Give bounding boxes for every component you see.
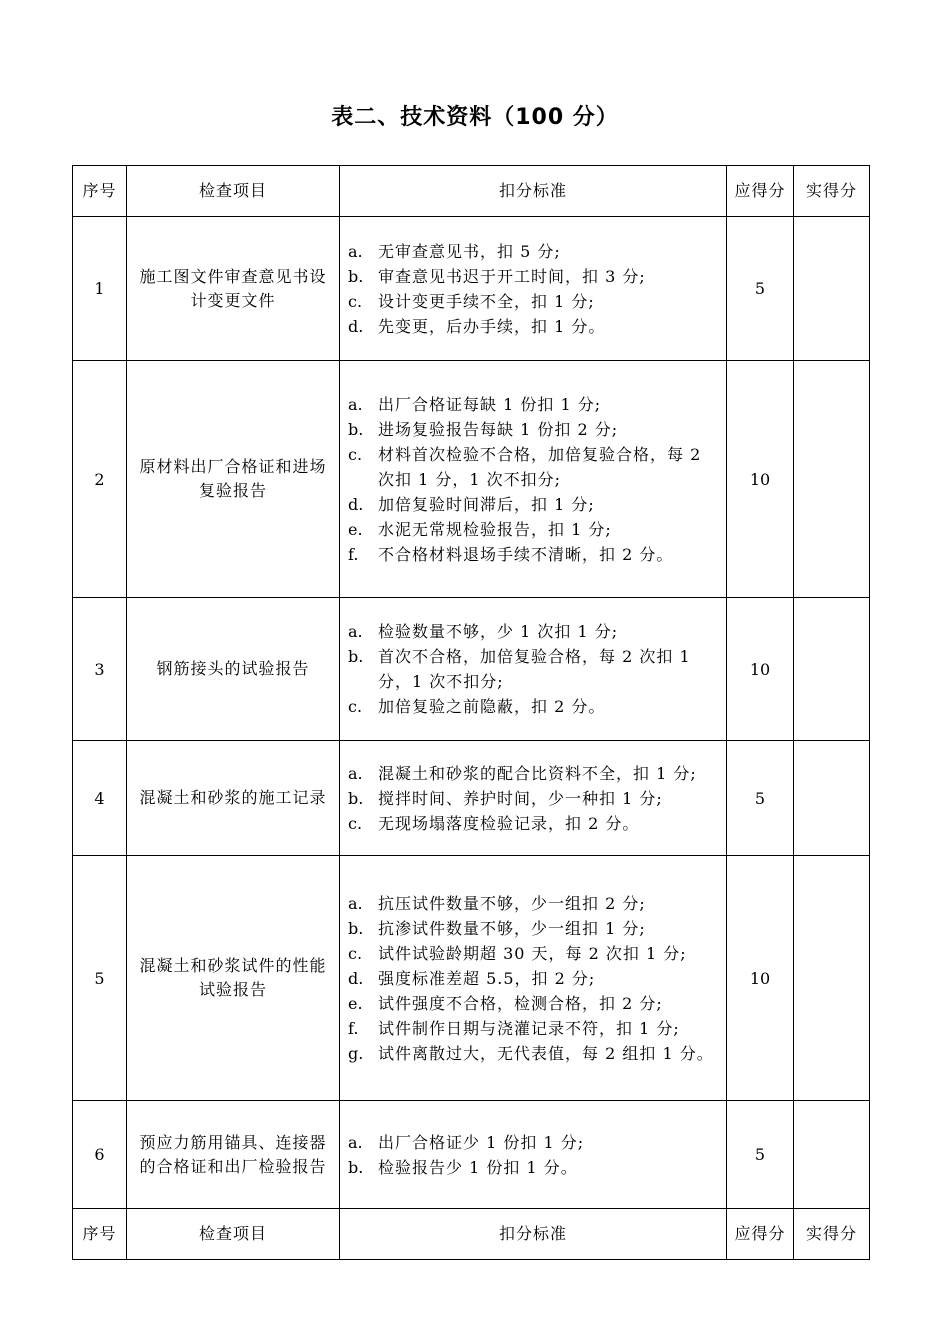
- deduction-criteria: [340, 741, 727, 856]
- header-score: 应得分: [727, 166, 794, 217]
- criteria-line: [348, 761, 718, 786]
- criteria-text: 试件强度不合格，检测合格，扣 2 分;: [378, 993, 663, 1013]
- score-value: 5: [727, 741, 794, 856]
- criteria-text: 设计变更手续不全，扣 1 分;: [378, 291, 595, 311]
- criteria-label: c.: [348, 943, 363, 963]
- criteria-label: b.: [348, 419, 364, 439]
- criteria-line: [348, 941, 718, 966]
- row-number: 1: [73, 217, 127, 361]
- row-number: 4: [73, 741, 127, 856]
- header-no: 序号: [73, 166, 127, 217]
- criteria-line: [348, 694, 718, 719]
- criteria-line: [348, 1130, 718, 1155]
- score-value: 5: [727, 1101, 794, 1209]
- criteria-line: [348, 239, 718, 264]
- table-row: [73, 598, 870, 741]
- actual-score-field[interactable]: [794, 598, 870, 741]
- footer-criteria: 扣分标准: [340, 1209, 727, 1260]
- criteria-label: a.: [348, 763, 363, 783]
- criteria-text: 检验报告少 1 份扣 1 分。: [378, 1157, 578, 1177]
- criteria-text: 加倍复验时间滞后，扣 1 分;: [378, 494, 595, 514]
- criteria-label: c.: [348, 813, 363, 833]
- criteria-line: [348, 542, 718, 567]
- criteria-label: d.: [348, 316, 364, 336]
- criteria-text: 不合格材料退场手续不清晰，扣 2 分。: [378, 544, 674, 564]
- deduction-criteria: [340, 361, 727, 598]
- table-row: [73, 856, 870, 1101]
- criteria-line: [348, 1041, 718, 1066]
- footer-item: 检查项目: [127, 1209, 340, 1260]
- criteria-text: 强度标准差超 5.5，扣 2 分;: [378, 968, 596, 988]
- footer-header-row: [73, 1209, 870, 1260]
- deduction-criteria: [340, 598, 727, 741]
- criteria-line: [348, 619, 718, 644]
- criteria-text: 抗压试件数量不够，少一组扣 2 分;: [378, 893, 646, 913]
- table-row: [73, 741, 870, 856]
- criteria-label: b.: [348, 266, 364, 286]
- criteria-label: f.: [348, 544, 359, 564]
- criteria-text: 试件制作日期与浇灌记录不符，扣 1 分;: [378, 1018, 680, 1038]
- deduction-criteria: [340, 856, 727, 1101]
- criteria-line: [348, 264, 718, 289]
- criteria-text: 进场复验报告每缺 1 份扣 2 分;: [378, 419, 619, 439]
- score-value: 5: [727, 217, 794, 361]
- criteria-text: 先变更，后办手续，扣 1 分。: [378, 316, 606, 336]
- header-criteria: 扣分标准: [340, 166, 727, 217]
- row-number: 5: [73, 856, 127, 1101]
- criteria-line: [348, 786, 718, 811]
- check-item: 原材料出厂合格证和进场复验报告: [127, 361, 340, 598]
- criteria-text: 试件试验龄期超 30 天，每 2 次扣 1 分;: [378, 943, 687, 963]
- criteria-text: 审查意见书迟于开工时间，扣 3 分;: [378, 266, 646, 286]
- criteria-line: [348, 811, 718, 836]
- criteria-text: 搅拌时间、养护时间，少一种扣 1 分;: [378, 788, 663, 808]
- criteria-label: b.: [348, 647, 364, 666]
- criteria-text: 抗渗试件数量不够，少一组扣 1 分;: [378, 918, 646, 938]
- criteria-label: a.: [348, 1132, 363, 1152]
- criteria-label: d.: [348, 494, 364, 514]
- criteria-line: [348, 314, 718, 339]
- footer-actual: 实得分: [794, 1209, 870, 1260]
- criteria-text: 无审查意见书，扣 5 分;: [378, 241, 561, 261]
- criteria-line: [348, 417, 718, 442]
- actual-score-field[interactable]: [794, 217, 870, 361]
- row-number: 2: [73, 361, 127, 598]
- criteria-label: b.: [348, 918, 364, 938]
- technical-data-table: [72, 165, 870, 1260]
- criteria-text: 混凝土和砂浆的配合比资料不全，扣 1 分;: [378, 763, 697, 783]
- criteria-label: a.: [348, 241, 363, 261]
- check-item: 预应力筋用锚具、连接器的合格证和出厂检验报告: [127, 1101, 340, 1209]
- criteria-line: [348, 392, 718, 417]
- criteria-line: [348, 966, 718, 991]
- check-item: 混凝土和砂浆的施工记录: [127, 741, 340, 856]
- criteria-line: [348, 1155, 718, 1180]
- score-value: 10: [727, 598, 794, 741]
- criteria-label: a.: [348, 622, 363, 641]
- criteria-text: 检验数量不够，少 1 次扣 1 分;: [378, 622, 619, 641]
- header-actual: 实得分: [794, 166, 870, 217]
- row-number: 6: [73, 1101, 127, 1209]
- deduction-criteria: [340, 217, 727, 361]
- criteria-text: 首次不合格，加倍复验合格，每 2 次扣 1 分，1 次不扣分;: [378, 647, 691, 691]
- criteria-line: [348, 289, 718, 314]
- criteria-label: c.: [348, 697, 363, 716]
- criteria-text: 水泥无常规检验报告，扣 1 分;: [378, 519, 612, 539]
- header-item: 检查项目: [127, 166, 340, 217]
- criteria-line: [348, 442, 718, 492]
- table-row: [73, 217, 870, 361]
- header-row: [73, 166, 870, 217]
- actual-score-field[interactable]: [794, 741, 870, 856]
- actual-score-field[interactable]: [794, 1101, 870, 1209]
- criteria-text: 试件离散过大，无代表值，每 2 组扣 1 分。: [378, 1043, 714, 1063]
- score-value: 10: [727, 361, 794, 598]
- criteria-line: [348, 644, 718, 694]
- deduction-criteria: [340, 1101, 727, 1209]
- criteria-line: [348, 517, 718, 542]
- criteria-line: [348, 492, 718, 517]
- criteria-line: [348, 1016, 718, 1041]
- criteria-label: c.: [348, 444, 363, 464]
- check-item: 施工图文件审查意见书设计变更文件: [127, 217, 340, 361]
- criteria-line: [348, 991, 718, 1016]
- criteria-label: g.: [348, 1043, 364, 1063]
- actual-score-field[interactable]: [794, 856, 870, 1101]
- table-row: [73, 361, 870, 598]
- check-item: 混凝土和砂浆试件的性能试验报告: [127, 856, 340, 1101]
- criteria-label: a.: [348, 893, 363, 913]
- criteria-line: [348, 916, 718, 941]
- criteria-label: a.: [348, 394, 363, 414]
- row-number: 3: [73, 598, 127, 741]
- check-item: 钢筋接头的试验报告: [127, 598, 340, 741]
- footer-score: 应得分: [727, 1209, 794, 1260]
- criteria-label: d.: [348, 968, 364, 988]
- criteria-label: e.: [348, 519, 363, 539]
- criteria-text: 加倍复验之前隐蔽，扣 2 分。: [378, 697, 606, 716]
- criteria-text: 材料首次检验不合格，加倍复验合格，每 2 次扣 1 分，1 次不扣分;: [378, 444, 702, 489]
- criteria-label: e.: [348, 993, 363, 1013]
- page-title: 表二、技术资料（100 分）: [331, 105, 619, 130]
- criteria-label: b.: [348, 788, 364, 808]
- table-row: [73, 1101, 870, 1209]
- criteria-line: [348, 891, 718, 916]
- criteria-text: 无现场塌落度检验记录，扣 2 分。: [378, 813, 640, 833]
- score-value: 10: [727, 856, 794, 1101]
- criteria-text: 出厂合格证每缺 1 份扣 1 分;: [378, 394, 602, 414]
- actual-score-field[interactable]: [794, 361, 870, 598]
- criteria-label: c.: [348, 291, 363, 311]
- criteria-text: 出厂合格证少 1 份扣 1 分;: [378, 1132, 585, 1152]
- criteria-label: f.: [348, 1018, 359, 1038]
- criteria-label: b.: [348, 1157, 364, 1177]
- footer-no: 序号: [73, 1209, 127, 1260]
